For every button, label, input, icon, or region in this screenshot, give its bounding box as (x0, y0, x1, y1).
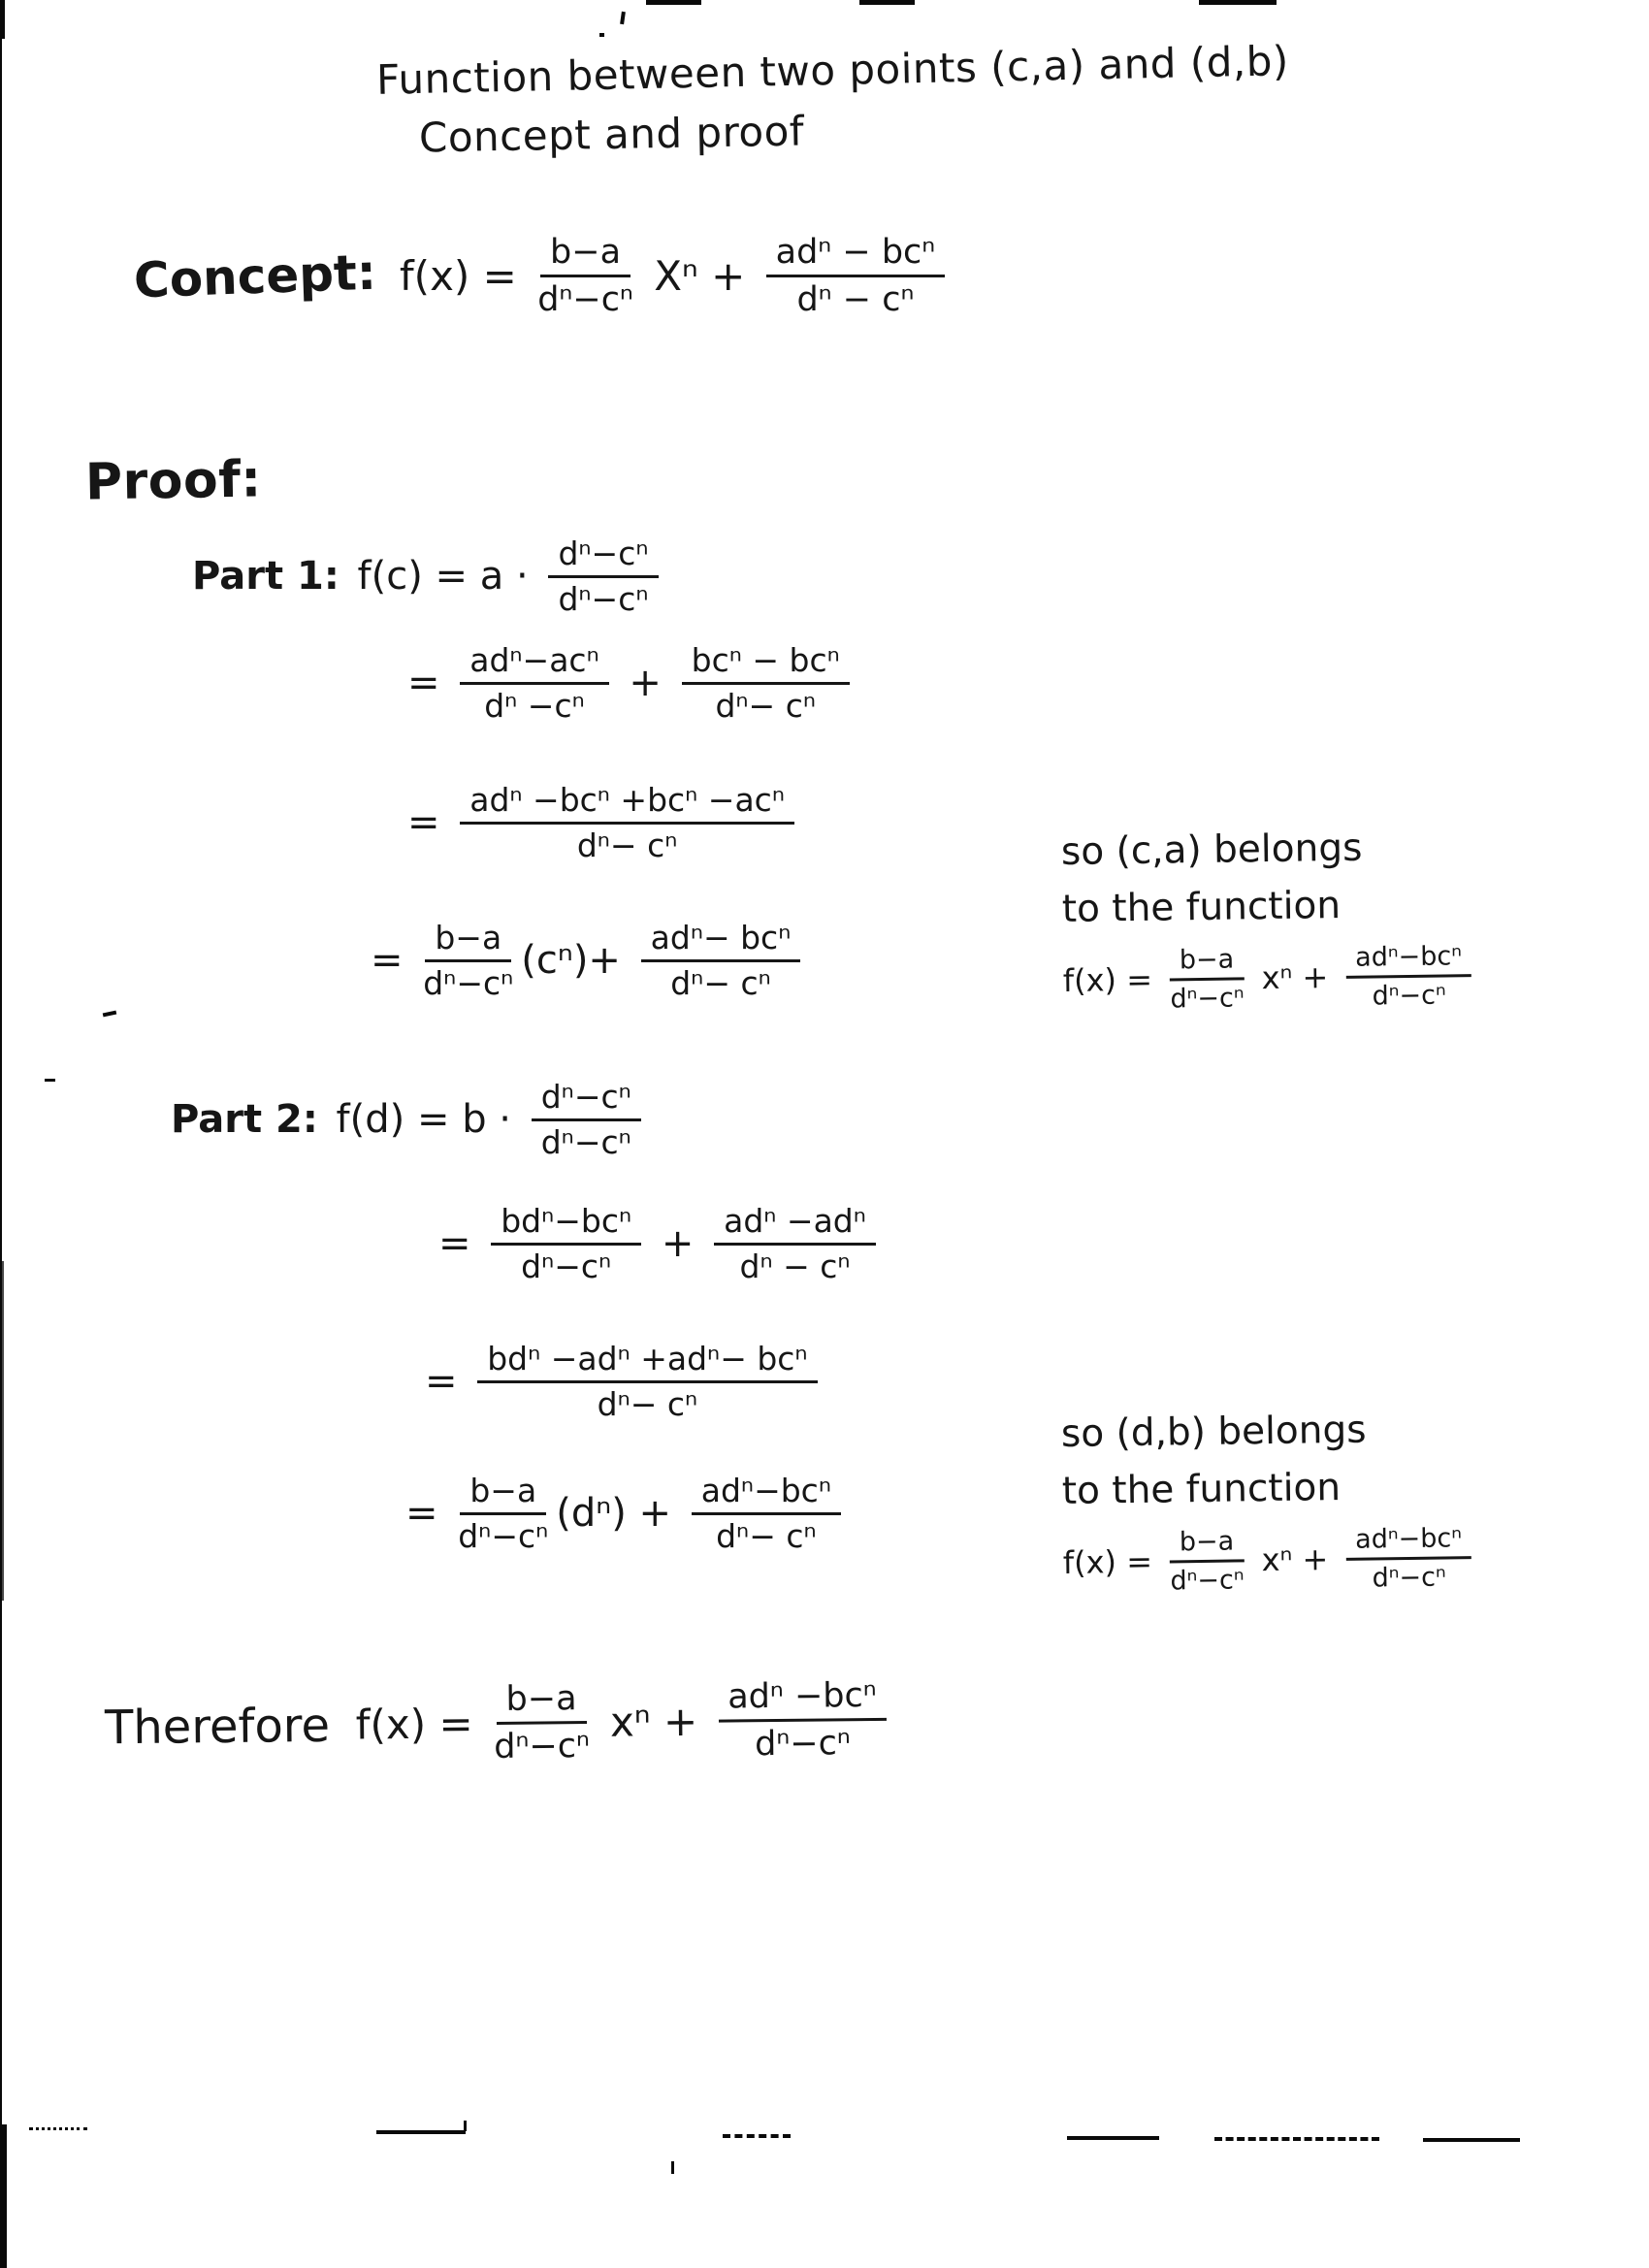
fraction (477, 1341, 817, 1423)
page-title-line2: Concept and proof (418, 107, 805, 162)
equation-text: f(x) = (399, 252, 531, 301)
equation-text: (cⁿ)+ (521, 938, 633, 984)
fraction-denominator: dⁿ−cⁿ (521, 1247, 612, 1285)
fraction-denominator: dⁿ−cⁿ (558, 579, 649, 618)
fraction-numerator: adⁿ−bcⁿ (1345, 1523, 1471, 1561)
proof-part1-line3 (407, 782, 802, 864)
part1-label: Part 1: (192, 554, 340, 599)
equation-text: f(d) = b · (323, 1097, 524, 1143)
side-note-1-equation (1062, 941, 1479, 1016)
fraction-denominator: dⁿ −cⁿ (484, 686, 585, 725)
fraction-numerator: bdⁿ −adⁿ +adⁿ− bcⁿ (477, 1341, 817, 1383)
scan-artifact-speck (464, 2121, 467, 2131)
side-note-2-line1: so (d,b) belongs (1060, 1408, 1367, 1457)
fraction-numerator: adⁿ−bcⁿ (692, 1473, 841, 1515)
fraction-numerator: adⁿ−acⁿ (460, 642, 608, 685)
fraction-numerator: dⁿ−cⁿ (548, 535, 658, 578)
proof-part2-line4 (405, 1473, 849, 1555)
scan-edge-top (0, 0, 5, 39)
fraction-denominator: dⁿ−cⁿ (537, 280, 633, 320)
equation-text: = (438, 1221, 484, 1267)
fraction-numerator: b−a (1170, 944, 1245, 981)
proof-part1-line4 (371, 920, 808, 1002)
equation-text: = (371, 938, 416, 984)
conclusion-equation (330, 1676, 895, 1769)
scan-artifact-dash (723, 2134, 791, 2138)
scan-artifact-dash (1067, 2136, 1159, 2140)
fraction (641, 920, 801, 1002)
fraction-denominator: dⁿ−cⁿ (458, 1516, 549, 1555)
scan-artifact-dash (376, 2130, 466, 2134)
fraction (718, 1676, 887, 1765)
fraction-denominator: dⁿ− cⁿ (716, 1516, 817, 1555)
fraction (460, 642, 608, 725)
fraction-numerator: adⁿ− bcⁿ (641, 920, 801, 962)
fraction (692, 1473, 841, 1555)
side-note-2 (1061, 1409, 1480, 1598)
fraction (423, 920, 513, 1002)
fraction-numerator: adⁿ −adⁿ (714, 1203, 876, 1246)
page-title-line1: Function between two points (c,a) and (d,b) (375, 37, 1290, 104)
equation-text: = (407, 800, 453, 846)
fraction (1345, 1523, 1472, 1594)
fraction-numerator: b−a (1170, 1526, 1245, 1563)
fraction-denominator: dⁿ− cⁿ (597, 1384, 698, 1423)
side-note-1-line1: so (c,a) belongs (1060, 826, 1363, 875)
conclusion-row (105, 1676, 895, 1771)
side-note-2-line2: to the function (1061, 1465, 1342, 1513)
side-note-2-equation (1062, 1523, 1479, 1598)
concept-row (134, 233, 953, 320)
scan-artifact-speck (45, 1079, 55, 1082)
equation-text: (dⁿ) + (556, 1491, 684, 1537)
fraction (714, 1203, 876, 1285)
fraction-numerator: adⁿ −bcⁿ +bcⁿ −acⁿ (460, 782, 794, 825)
fraction-numerator: adⁿ−bcⁿ (1345, 941, 1471, 979)
therefore-label: Therefore (104, 1698, 331, 1756)
fraction-numerator: dⁿ−cⁿ (532, 1079, 641, 1121)
fraction (766, 233, 946, 320)
equation-text: = (405, 1491, 451, 1537)
fraction-denominator: dⁿ−cⁿ (540, 1122, 631, 1161)
fraction-numerator: bcⁿ − bcⁿ (682, 642, 850, 685)
scan-artifact-speck (671, 2161, 674, 2174)
scan-artifact-dash (859, 0, 915, 5)
part1-equation-1 (345, 535, 666, 618)
fraction-denominator: dⁿ−cⁿ (423, 963, 514, 1002)
concept-label: Concept: (133, 243, 377, 309)
proof-part1-line2 (407, 642, 857, 725)
fraction (1170, 1526, 1245, 1596)
scan-artifact-speck (620, 12, 626, 24)
proof-label: Proof: (84, 450, 263, 512)
scan-artifact-dash (29, 2127, 87, 2130)
fraction-numerator: b−a (460, 1473, 546, 1515)
equation-text: f(x) = (1062, 960, 1163, 999)
equation-text: Xⁿ + (640, 252, 759, 301)
equation-text: + (649, 1221, 707, 1267)
fraction-denominator: dⁿ−cⁿ (1170, 983, 1245, 1015)
fraction (537, 233, 633, 320)
side-note-1 (1061, 826, 1480, 1016)
fraction-denominator: dⁿ−cⁿ (1372, 1562, 1446, 1594)
equation-text: + (616, 661, 674, 706)
fraction-denominator: dⁿ − cⁿ (739, 1247, 851, 1285)
fraction (548, 535, 658, 618)
equation-text: xⁿ + (1251, 957, 1339, 997)
fraction-denominator: dⁿ−cⁿ (1170, 1565, 1245, 1597)
fraction-denominator: dⁿ−cⁿ (1372, 980, 1446, 1012)
scan-artifact-dash (646, 0, 701, 5)
equation-text: = (425, 1359, 470, 1405)
fraction-numerator: b−a (540, 233, 630, 277)
equation-text: xⁿ + (597, 1697, 711, 1747)
equation-text: = (407, 661, 453, 706)
proof-part2-line3 (425, 1341, 825, 1423)
fraction-numerator: bdⁿ−bcⁿ (491, 1203, 641, 1246)
scan-artifact-speck (103, 1011, 117, 1018)
equation-text: xⁿ + (1251, 1539, 1339, 1579)
proof-part2-line2 (438, 1203, 884, 1285)
concept-equation (400, 233, 953, 320)
fraction-denominator: dⁿ− cⁿ (576, 826, 678, 864)
fraction-denominator: dⁿ−cⁿ (754, 1724, 852, 1765)
fraction (1170, 944, 1245, 1014)
fraction (491, 1203, 641, 1285)
fraction-numerator: b−a (425, 920, 511, 962)
fraction (460, 782, 794, 864)
scan-artifact-dash (1423, 2138, 1520, 2142)
equation-text: f(x) = (1062, 1542, 1163, 1581)
fraction-denominator: dⁿ−cⁿ (494, 1727, 591, 1767)
fraction (682, 642, 850, 725)
part2-equation-1 (324, 1079, 649, 1161)
fraction (458, 1473, 548, 1555)
scan-edge-bottom (0, 2124, 7, 2268)
equation-text: f(x) = (329, 1700, 487, 1750)
side-note-1-line2: to the function (1061, 883, 1342, 931)
scan-artifact-dash (1214, 2137, 1379, 2141)
fraction-denominator: dⁿ− cⁿ (670, 963, 771, 1002)
scan-edge-middle (0, 1261, 4, 1601)
fraction-numerator: b−a (496, 1679, 586, 1725)
part2-label: Part 2: (171, 1097, 318, 1143)
fraction-denominator: dⁿ− cⁿ (715, 686, 816, 725)
fraction-denominator: dⁿ − cⁿ (796, 280, 915, 320)
proof-part1-line1 (192, 535, 666, 618)
equation-text: f(c) = a · (344, 554, 541, 599)
fraction-numerator: adⁿ −bcⁿ (718, 1676, 887, 1723)
fraction-numerator: adⁿ − bcⁿ (766, 233, 946, 277)
scan-artifact-dash (1199, 0, 1277, 5)
fraction (1345, 941, 1472, 1012)
scan-edge-line (0, 0, 2, 2268)
proof-part2-line1 (171, 1079, 649, 1161)
fraction (532, 1079, 641, 1161)
fraction (494, 1679, 591, 1767)
scan-artifact-speck (599, 33, 604, 37)
